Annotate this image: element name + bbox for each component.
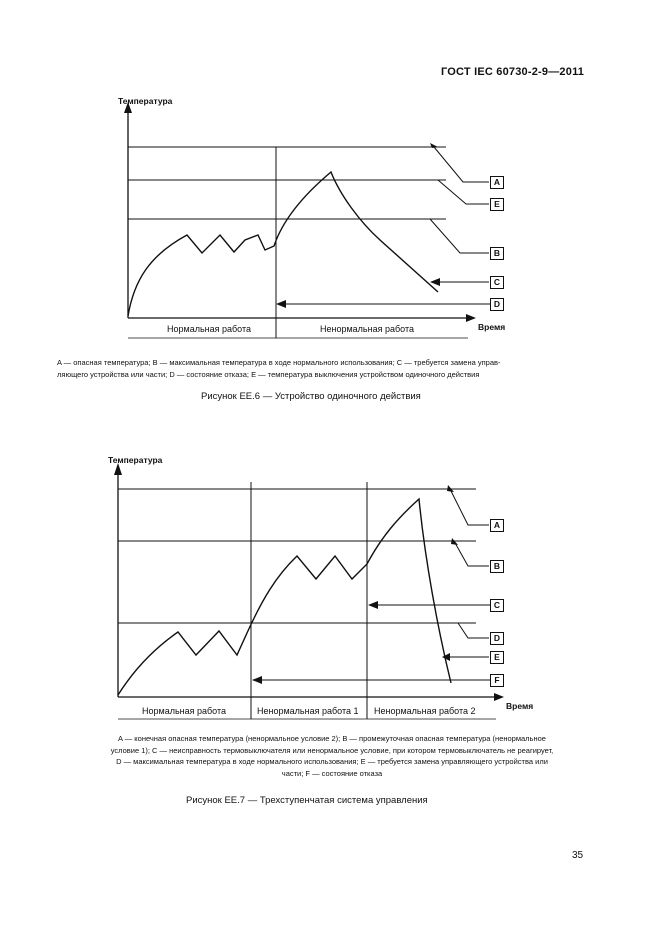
fig1-marker-B: B — [490, 247, 504, 260]
fig1-note-line: A — опасная температура; B — максимальная температура в ходе нормального использования; C — требуется замена управ- — [57, 358, 501, 367]
fig2-leader-B — [454, 541, 489, 566]
fig2-marker-D: D — [490, 632, 504, 645]
fig2-note-line: условие 1); C — неисправность термовыключателя или ненормальное условие, при котором термовыключатель не реагирует, — [110, 745, 554, 755]
fig1-caption: Рисунок ЕЕ.6 — Устройство одиночного действия — [201, 391, 421, 402]
fig1-region-abnormal: Ненормальная работа — [320, 324, 414, 334]
fig2-leader-A — [450, 489, 489, 525]
fig2-marker-F: F — [490, 674, 504, 687]
fig2-region-normal: Нормальная работа — [142, 706, 226, 716]
fig2-marker-B: B — [490, 560, 504, 573]
fig2-marker-C: C — [490, 599, 504, 612]
fig2-temperature-curve — [118, 499, 451, 695]
fig1-marker-C: C — [490, 276, 504, 289]
fig2-region-abnormal-1: Ненормальная работа 1 — [257, 706, 359, 716]
fig2-region-abnormal-2: Ненормальная работа 2 — [374, 706, 476, 716]
fig2-note-line: A — конечная опасная температура (ненормальное условие 2); B — промежуточная опасная температура (ненормальное — [118, 734, 546, 743]
standard-header: ГОСТ IEC 60730-2-9—2011 — [441, 66, 585, 78]
fig2-note-line: части; F — состояние отказа — [281, 768, 383, 778]
fig1-x-label: Время — [478, 322, 506, 332]
fig2-notes — [57, 733, 607, 779]
fig1-region-normal: Нормальная работа — [167, 324, 251, 334]
fig1-y-label: Температура — [118, 96, 173, 106]
fig2-leader-D — [458, 623, 489, 638]
fig2-x-label: Время — [506, 701, 534, 711]
fig2-marker-A: A — [490, 519, 504, 532]
fig2-marker-E: E — [490, 651, 504, 664]
fig1-marker-E: E — [490, 198, 504, 211]
fig1-marker-A: A — [490, 176, 504, 189]
fig2-caption: Рисунок ЕЕ.7 — Трехступенчатая система управления — [186, 795, 428, 806]
fig1-note-line: ляющего устройства или части; D — состояние отказа; E — температура выключения устройством одиночного действия — [57, 369, 480, 379]
fig1-marker-D: D — [490, 298, 504, 311]
fig2-y-label: Температура — [108, 455, 163, 465]
fig2-note-line: D — максимальная температура в ходе нормального использования; E — требуется замена управляющего устройства или — [116, 757, 548, 766]
page-number: 35 — [572, 850, 584, 861]
